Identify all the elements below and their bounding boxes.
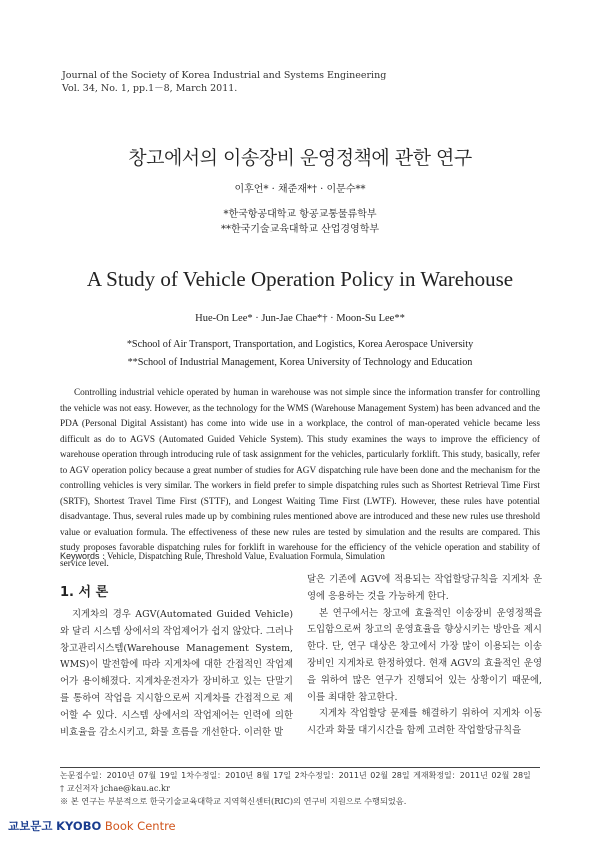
logo-korean: 교보문고 <box>8 819 53 833</box>
keywords-value: : Vehicle, Dispatching Rule, Threshold Value, Evaluation Formula, Simulation <box>102 551 385 561</box>
paragraph: 본 연구에서는 창고에 효율적인 이송장비 운영정책을 도입함으로써 창고의 운영효율을 향상시키는 방안을 제시한다. 단, 연구 대상은 창고에서 가장 많이 이용되는 이송장비인 지게차로 한정하였다. 현재 AGV의 효율적인 운영을 위하여 많은 연구가 진행되어 있는 상황이기 때문에, 이를 최대한 참고한다. <box>307 607 542 703</box>
title-english: A Study of Vehicle Operation Policy in Warehouse <box>86 267 514 291</box>
section-heading: 1. 서 론 <box>60 585 109 600</box>
logo-tail: Book Centre <box>104 819 176 833</box>
title-korean: 창고에서의 이송장비 운영정책에 관한 연구 <box>128 147 472 169</box>
affiliations-korean <box>0 207 600 237</box>
logo-english: KYOBO <box>56 819 102 833</box>
paragraph: 달은 기존에 AGV에 적용되는 작업할당규칙을 지게차 운영에 응용하는 것을 가능하게 한다. <box>307 574 542 602</box>
keywords-label: Keywords <box>60 551 100 561</box>
footnote-corresponding: † 교신저자 jchae@kau.ac.kr <box>60 783 170 793</box>
body-column-left <box>60 607 293 741</box>
journal-name: Journal of the Society of Korea Industrial and Systems Engineering <box>62 70 387 81</box>
footnote-divider <box>60 767 540 768</box>
journal-volume: Vol. 34, No. 1, pp.1－8, March 2011. <box>62 83 238 94</box>
body-column-right <box>307 572 542 740</box>
authors-english: Hue-On Lee* · Jun-Jae Chae*† · Moon-Su Lee** <box>195 313 405 324</box>
affiliations-english <box>62 336 538 372</box>
journal-header <box>62 69 386 95</box>
affiliation-en-1: *School of Air Transport, Transportation, and Logistics, Korea Aerospace University <box>126 339 474 350</box>
keywords <box>60 551 385 562</box>
authors-korean: 이후언* · 채준재*† · 이문수** <box>234 184 366 195</box>
footnote-funding: ※ 본 연구는 부분적으로 한국기술교육대학교 지역혁신센터(RIC)의 연구비 지원으로 수행되었음. <box>60 796 407 806</box>
kyobo-logo <box>8 818 176 834</box>
abstract: Controlling industrial vehicle operated by human in warehouse was not simple since the information transfer for controlling the vehicle was not easy. However, as the technology for the WMS (Warehouse Management System) has been advanced and the PDA (Personal Digital Assistant) has come into wide use in a workplace, the control of man-operated vehicle became less difficult as do to AGVS (Automated Guided Vehicle System). This study examines the ways to improve the efficiency of warehouse operation through introducing rule of task assignment for the vehicles, particularly forklift. This study, basically, refer to AGV operation policy because a great number of studies for AGV dispatching rule have been done and the mechanism for the controlling vehicles is very similar. The workers in field prefer to simple dispatching rules such as Shortest Retrieval Time First (SRTF), Shortest Travel Time First (STTF), and Longest Waiting Time First (LWTF). However, these rules have potential disadvantage. Thus, several rules made up by combining rules mentioned above are introduced and these new rules use threshold value or evaluation formula. The effectiveness of these new rules are tested by simulation and the results are compared. This study proposes favorable dispatching rules for forklift in warehouse for the efficiency of the vehicle operation and stability of service level. <box>60 388 540 569</box>
affiliation-ko-2: **한국기술교육대학교 산업경영학부 <box>220 224 380 235</box>
affiliation-en-2: **School of Industrial Management, Korea University of Technology and Education <box>127 357 473 368</box>
footnote-dates: 논문접수일：2010년 07월 19일 1차수정일：2010년 8월 17일 2차수정일：2011년 02월 28일 게재확정일：2011년 02월 28일 <box>60 771 531 780</box>
affiliation-ko-1: *한국항공대학교 항공교통물류학부 <box>223 209 377 220</box>
paragraph: 지게차 작업할당 문제를 해결하기 위하여 지게차 이동시간과 화물 대기시간을 함께 고려한 작업할당규칙을 <box>307 708 542 737</box>
paragraph: 지게차의 경우 AGV(Automated Guided Vehicle)와 달리 시스템 상에서의 작업제어가 쉽지 않았다. 그러나 창고관리시스템(Warehouse Management System, WMS)이 발전함에 따라 지게차에 대한 간접적인 작업제어가 용이해졌다. 지게차운전자가 장비하고 있는 단말기를 통하여 작업을 지시함으로써 지게차를 간접적으로 제어할 수 있다. 시스템 상에서의 작업제어는 인력에 의한 비효율을 감소시키고, 화물 흐름을 개선한다. 이러한 발 <box>60 609 293 738</box>
